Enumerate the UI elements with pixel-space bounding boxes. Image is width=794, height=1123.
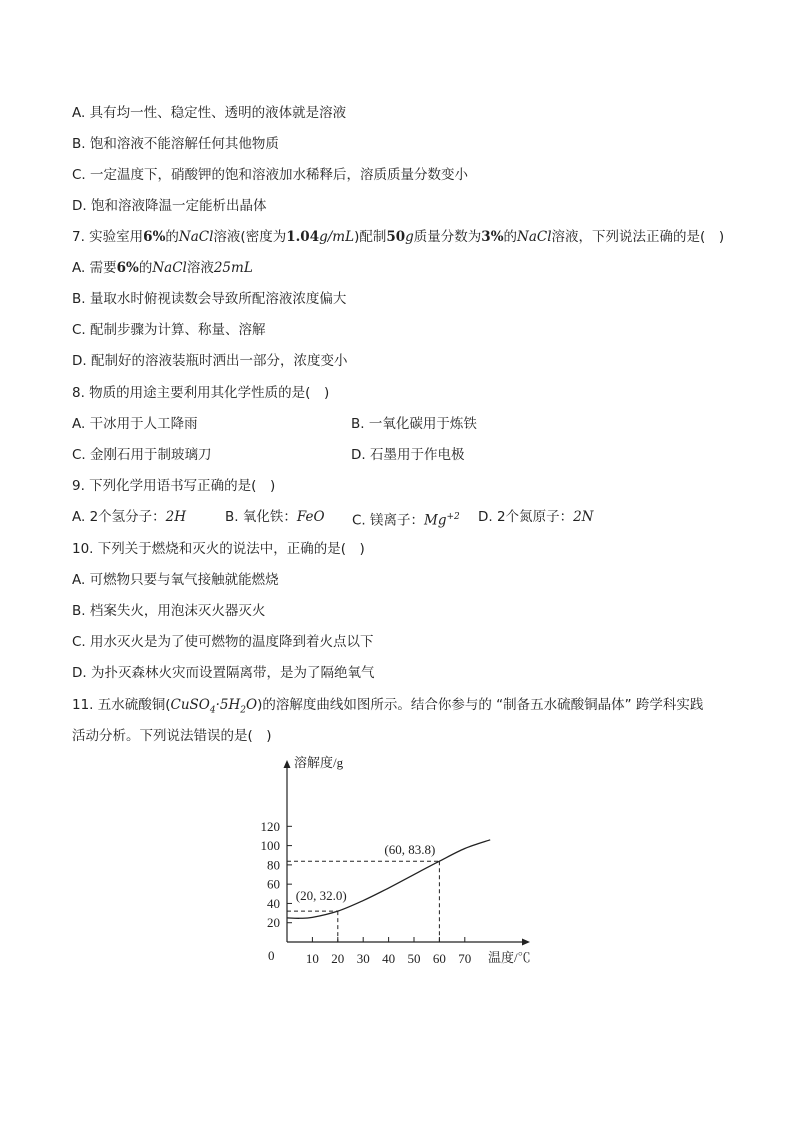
- q6-option-c: C. 一定温度下，硝酸钾的饱和溶液加水稀释后，溶质质量分数变小: [72, 167, 469, 183]
- q8-option-d: D. 石墨用于作电极: [351, 447, 465, 463]
- x-tick-label: 10: [305, 951, 319, 966]
- q9-option-b: B. 氧化铁：FeO: [225, 509, 325, 525]
- y-tick-label: 120: [260, 818, 280, 834]
- q7-option-c: C. 配制步骤为计算、称量、溶解: [72, 322, 266, 338]
- q10-option-c: C. 用水灭火是为了使可燃物的温度降到着火点以下: [72, 634, 374, 650]
- origin-label: 0: [268, 948, 275, 963]
- q11-stem-line2: 活动分析。下列说法错误的是( ): [72, 728, 272, 744]
- q8-option-b: B. 一氧化碳用于炼铁: [351, 416, 477, 432]
- q7-option-d: D. 配制好的溶液装瓶时洒出一部分，浓度变小: [72, 353, 348, 369]
- q9-option-c: C. 镁离子：$Mg^{+2}$: [352, 512, 460, 529]
- point-annotation: (60, 83.8): [384, 842, 436, 858]
- q10-option-d: D. 为扑灭森林火灾而设置隔离带，是为了隔绝氧气: [72, 665, 375, 681]
- x-tick-label: 20: [331, 951, 345, 966]
- q9-option-a: A. 2个氢分子：2H: [72, 509, 187, 525]
- y-tick-label: 60: [267, 876, 280, 892]
- q10-option-a: A. 可燃物只要与氧气接触就能燃烧: [72, 572, 279, 588]
- y-tick-label: 20: [267, 915, 280, 931]
- q8-option-c: C. 金刚石用于制玻璃刀: [72, 447, 212, 463]
- x-axis-label: 温度/℃: [488, 950, 531, 965]
- solubility-chart-svg: [250, 752, 550, 972]
- y-axis-label: 溶解度/g: [294, 755, 344, 770]
- q7-option-a: A. 需要6%的NaCl溶液25mL: [72, 260, 253, 276]
- q8-option-a: A. 干冰用于人工降雨: [72, 416, 198, 432]
- x-tick-label: 70: [458, 951, 472, 966]
- y-tick-label: 40: [267, 895, 280, 911]
- x-tick-label: 50: [407, 951, 421, 966]
- x-tick-label: 30: [356, 951, 370, 966]
- q7-option-b: B. 量取水时俯视读数会导致所配溶液浓度偏大: [72, 291, 347, 307]
- q6-option-b: B. 饱和溶液不能溶解任何其他物质: [72, 136, 279, 152]
- x-axis-arrow: [522, 939, 530, 946]
- point-annotation: (20, 32.0): [295, 888, 347, 904]
- x-tick-label: 60: [432, 951, 446, 966]
- q9-option-d: D. 2个氮原子：2N: [478, 509, 594, 525]
- y-tick-label: 100: [260, 838, 280, 854]
- q10-option-b: B. 档案失火，用泡沫灭火器灭火: [72, 603, 266, 619]
- q9-stem: 9. 下列化学用语书写正确的是( ): [72, 478, 276, 494]
- x-tick-label: 40: [382, 951, 396, 966]
- y-axis-arrow: [284, 760, 291, 768]
- q7-stem: 7. 实验室用6%的NaCl溶液(密度为1.04g/mL)配制50g质量分数为3%的NaCl溶液，下列说法正确的是( ): [72, 229, 725, 245]
- q11-stem: 11. 五水硫酸铜$(CuSO_4\cdot 5H_2O)$的溶解度曲线如图所示。结合你参与的 “制备五水硫酸铜晶体” 跨学科实践: [72, 697, 704, 716]
- q6-option-a: A. 具有均一性、稳定性、透明的液体就是溶液: [72, 105, 347, 121]
- q8-stem: 8. 物质的用途主要利用其化学性质的是( ): [72, 385, 330, 401]
- q6-option-d: D. 饱和溶液降温一定能析出晶体: [72, 198, 267, 214]
- y-tick-label: 80: [267, 857, 280, 873]
- q10-stem: 10. 下列关于燃烧和灭火的说法中，正确的是( ): [72, 541, 365, 557]
- solubility-chart: [250, 752, 550, 972]
